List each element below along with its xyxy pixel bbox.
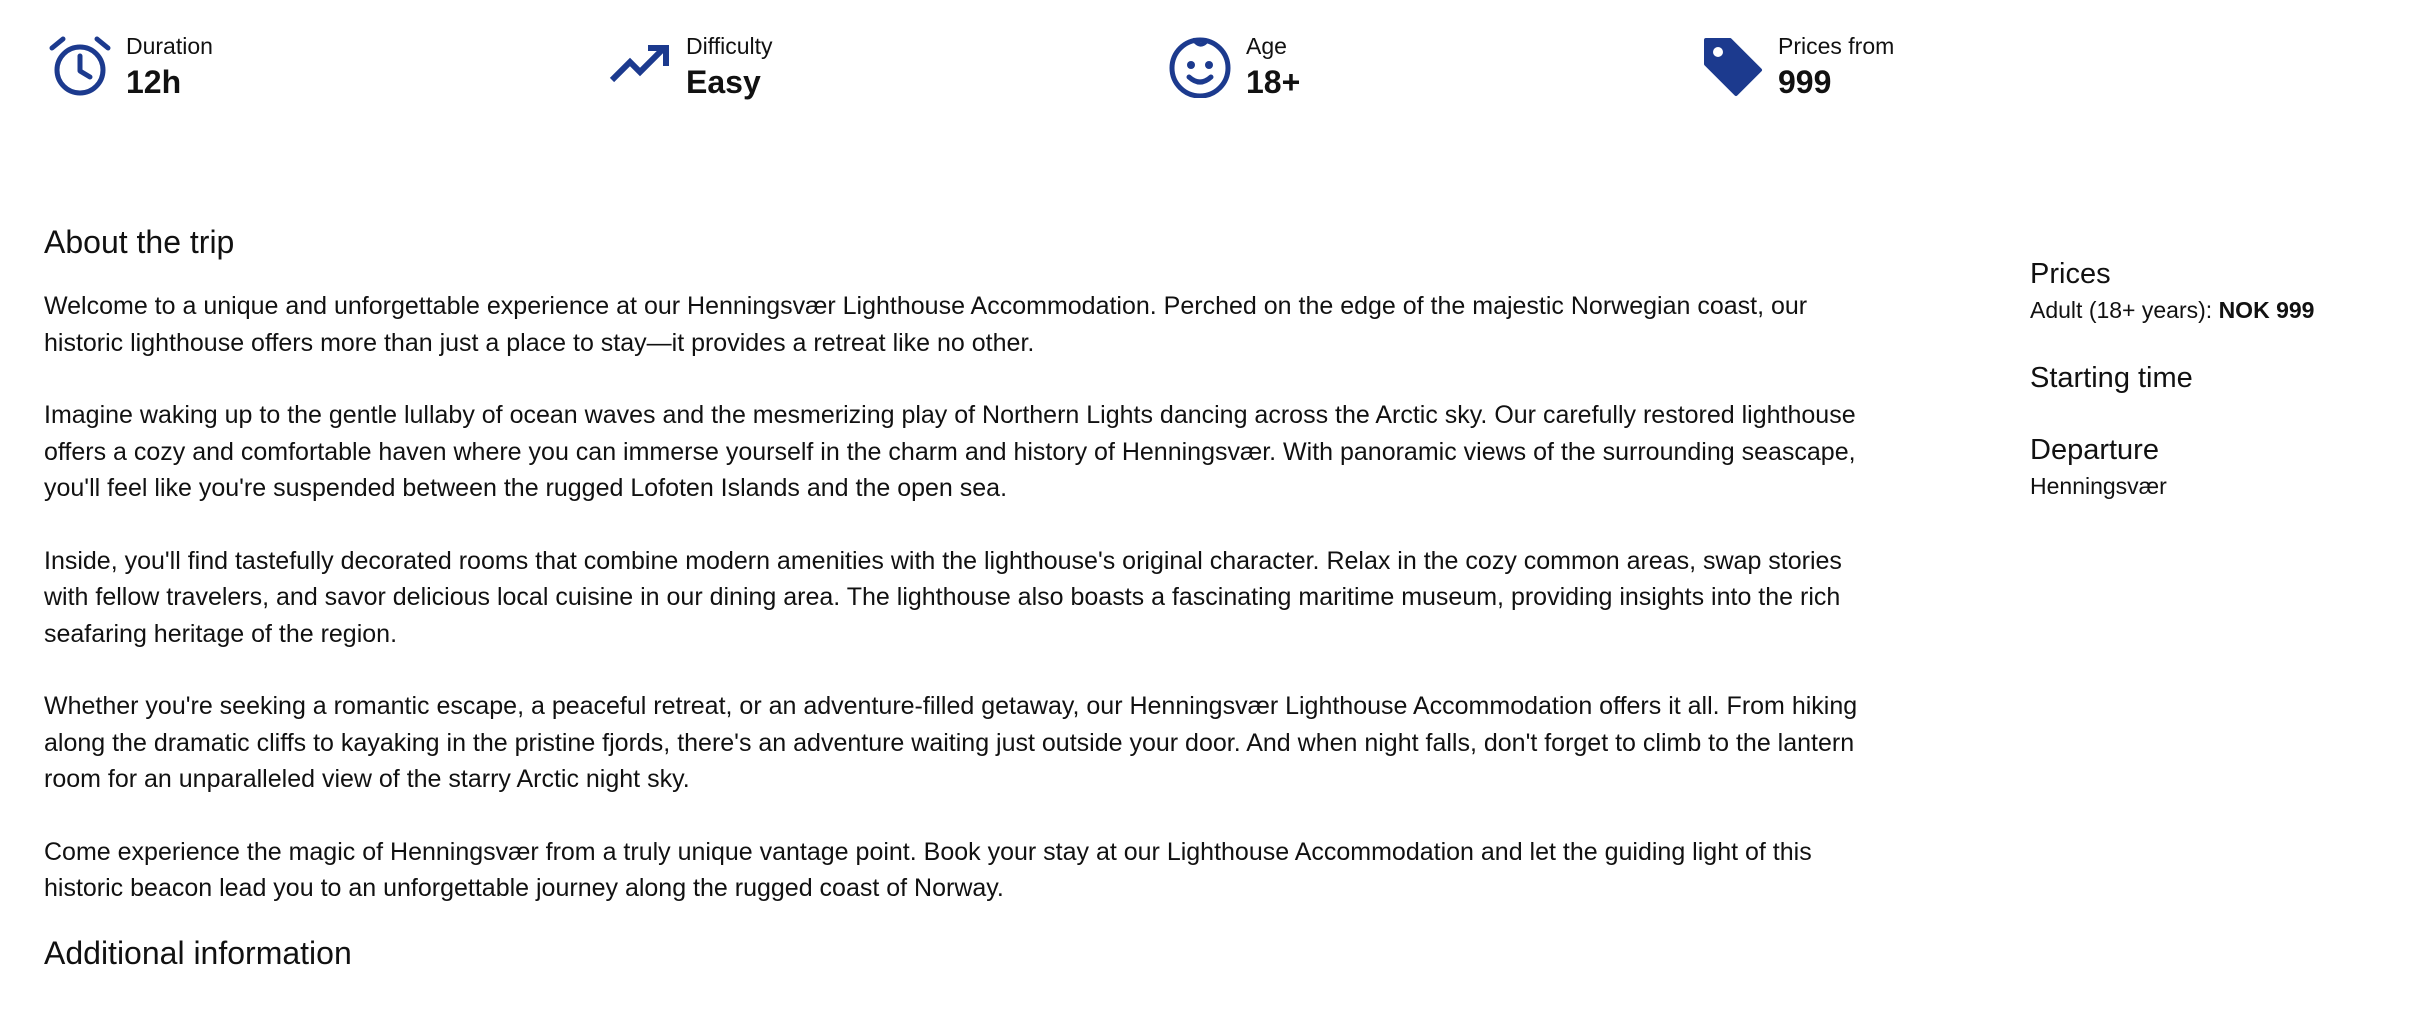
about-paragraph: Imagine waking up to the gentle lullaby of ocean waves and the mesmerizing play of Northern Lights dancing across the Arctic sky. Our carefully restored lighthouse offers a cozy and comfortable haven where you can immerse yourself in the charm and history of Henningsvær. With panoramic views of the surrounding seascape, you'll feel like you're suspended between the rugged Lofoten Islands and the open sea. — [44, 401, 1856, 502]
stat-value: Easy — [686, 64, 761, 100]
adult-price-value: NOK 999 — [2218, 297, 2315, 323]
stat-label: Prices from — [1778, 33, 1895, 59]
prices-block — [2030, 254, 2390, 326]
adult-price — [2030, 294, 2390, 326]
about-title: About the trip — [44, 224, 235, 260]
trip-stats-bar — [48, 30, 2348, 110]
about-paragraph: Inside, you'll find tastefully decorated rooms that combine modern amenities with the lighthouse's original character. Relax in the cozy common areas, swap stories with fellow travelers, and savor delicious local cuisine in our dining area. The lighthouse also boasts a fascinating maritime museum, providing insights into the rich seafaring heritage of the region. — [44, 546, 1842, 648]
price-tag-icon — [1700, 34, 1764, 98]
prices-title: Prices — [2030, 258, 2111, 290]
trip-sidebar — [2030, 254, 2390, 534]
stat-value: 18+ — [1246, 64, 1301, 100]
stat-value: 12h — [126, 64, 182, 100]
adult-price-label: Adult (18+ years): — [2030, 297, 2213, 323]
stat-label: Difficulty — [686, 33, 773, 59]
trip-description — [44, 218, 1884, 999]
stat-value: 999 — [1778, 64, 1832, 100]
stat-label: Duration — [126, 33, 213, 59]
stat-label: Age — [1246, 33, 1287, 59]
departure-block — [2030, 430, 2390, 502]
baby-face-icon — [1168, 34, 1232, 98]
about-paragraph: Come experience the magic of Henningsvær from a truly unique vantage point. Book your stay at our Lighthouse Accommodation and let the guiding light of this historic beacon lead you to an unforgettable journey along the rugged coast of Norway. — [44, 837, 1812, 902]
alarm-clock-icon — [48, 34, 112, 98]
about-paragraph: Welcome to a unique and unforgettable experience at our Henningsvær Lighthouse Accommodation. Perched on the edge of the majestic Norwegian coast, our historic lighthouse offers more than just a place to stay—it provides a retreat like no other. — [44, 292, 1808, 357]
departure-location: Henningsvær — [2030, 473, 2167, 499]
departure-title: Departure — [2030, 434, 2159, 466]
additional-info-title: Additional information — [44, 934, 352, 971]
starting-time-block — [2030, 358, 2390, 398]
trending-up-icon — [608, 34, 672, 98]
about-paragraph: Whether you're seeking a romantic escape, a peaceful retreat, or an adventure-filled getaway, our Henningsvær Lighthouse Accommodation offers it all. From hiking along the dramatic cliffs to kayaking in the pristine fjords, there's an adventure waiting just outside your door. And when night falls, don't forget to climb to the lantern room for an unparalleled view of the starry Arctic night sky. — [44, 692, 1858, 793]
starting-time-title: Starting time — [2030, 362, 2193, 394]
